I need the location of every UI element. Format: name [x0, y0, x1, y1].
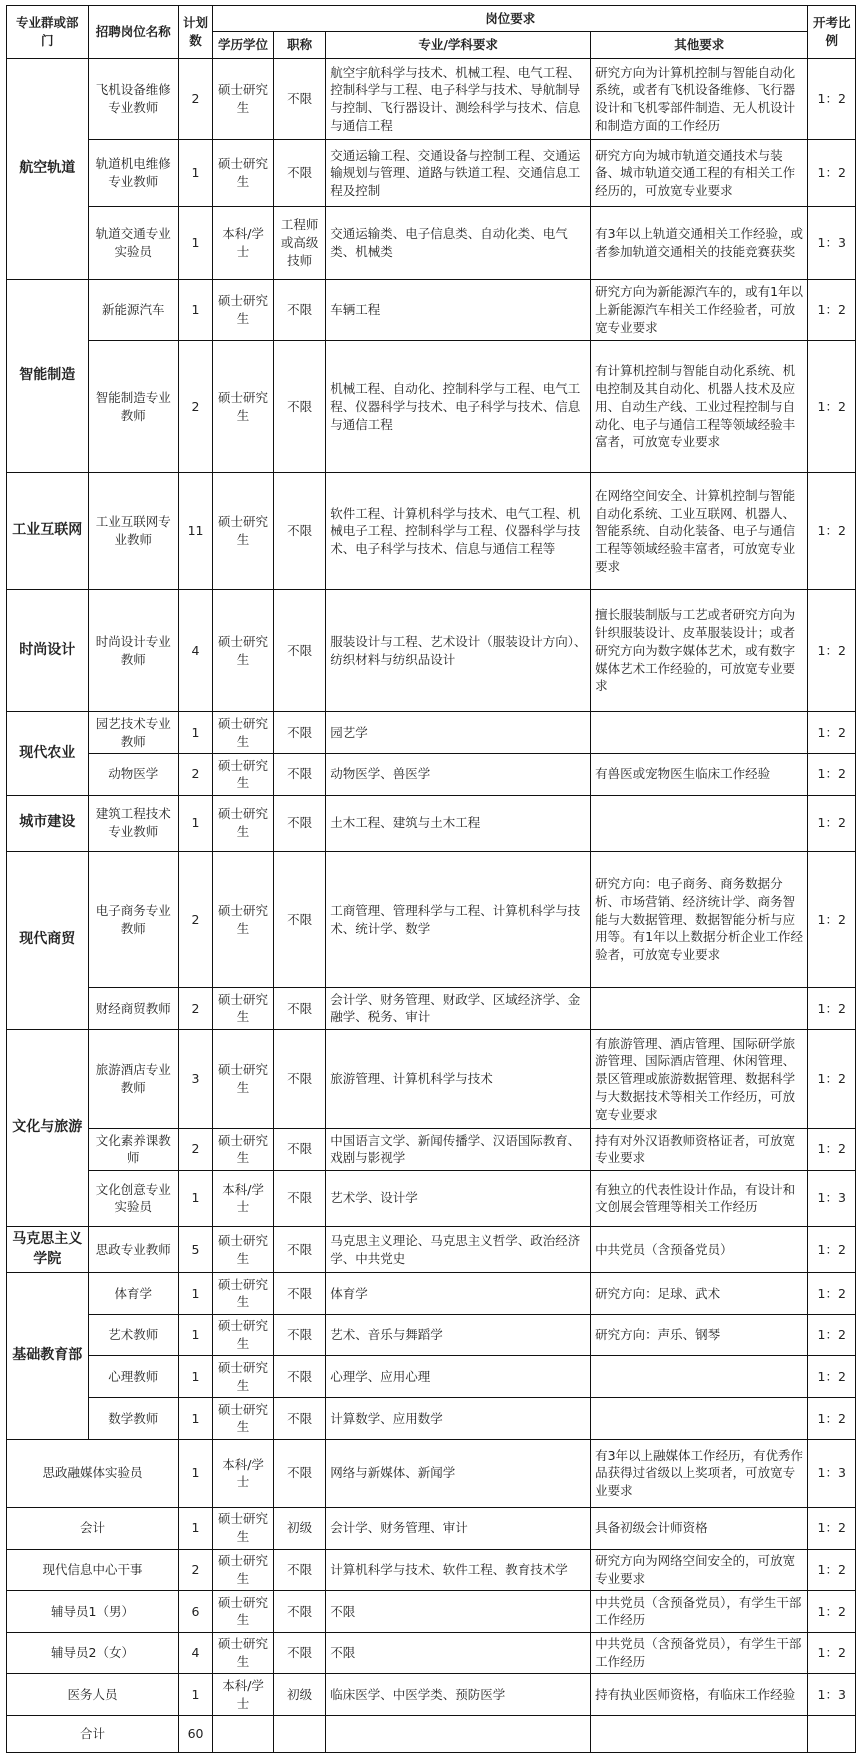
- row-ratio: 1：2: [808, 1398, 856, 1440]
- row-title: 不限: [274, 1632, 326, 1674]
- row-edu: 硕士研究生: [213, 1226, 274, 1272]
- row-ratio: 1：2: [808, 795, 856, 851]
- row-other: 中共党员（含预备党员），有学生干部工作经历: [591, 1632, 808, 1674]
- row-other: 研究方向：电子商务、商务数据分析、市场营销、经济统计学、商务智能与大数据管理、数据智能分析与应用等。有1年以上数据分析企业工作经验者，可放宽专业要求: [591, 851, 808, 987]
- row-other: [591, 988, 808, 1030]
- row-ratio: 1：2: [808, 1632, 856, 1674]
- row-major: 软件工程、计算机科学与技术、电气工程、机械电子工程、控制科学与工程、仪器科学与技术、电子科学与技术、信息与通信工程等: [326, 473, 591, 590]
- row-count: 1: [179, 712, 213, 754]
- row-major: 车辆工程: [326, 279, 591, 341]
- row-title: 不限: [274, 851, 326, 987]
- row-count: 1: [179, 1439, 213, 1507]
- row-ratio: 1：2: [808, 59, 856, 140]
- row-position: 数学教师: [88, 1398, 179, 1440]
- row-position: 艺术教师: [88, 1314, 179, 1356]
- table-row: [7, 1549, 856, 1591]
- table-row: [7, 1632, 856, 1674]
- row-edu: 硕士研究生: [213, 1356, 274, 1398]
- row-other: 研究方向：足球、武术: [591, 1273, 808, 1315]
- row-edu: 硕士研究生: [213, 279, 274, 341]
- row-title: 工程师或高级技师: [274, 207, 326, 279]
- table-row: [7, 1439, 856, 1507]
- row-position: 智能制造专业教师: [88, 341, 179, 473]
- row-other: [591, 1356, 808, 1398]
- row-position: 时尚设计专业教师: [88, 590, 179, 712]
- row-count: 2: [179, 988, 213, 1030]
- row-title: 不限: [274, 988, 326, 1030]
- row-count: 1: [179, 1356, 213, 1398]
- row-count: 4: [179, 590, 213, 712]
- row-ratio: 1：2: [808, 279, 856, 341]
- row-position: 心理教师: [88, 1356, 179, 1398]
- table-row: [7, 1591, 856, 1633]
- row-ratio: 1：2: [808, 1356, 856, 1398]
- table-row: [7, 1674, 856, 1716]
- total-empty-cell: [274, 1716, 326, 1753]
- dept-cell: 工业互联网: [7, 473, 89, 590]
- row-count: 1: [179, 207, 213, 279]
- row-position: 新能源汽车: [88, 279, 179, 341]
- row-edu: 硕士研究生: [213, 140, 274, 207]
- row-edu: 本科/学士: [213, 1439, 274, 1507]
- row-count: 5: [179, 1226, 213, 1272]
- header-count: 计划数: [179, 6, 213, 59]
- row-count: 4: [179, 1632, 213, 1674]
- row-edu: 本科/学士: [213, 1170, 274, 1226]
- row-ratio: 1：2: [808, 1273, 856, 1315]
- recruitment-table: [6, 5, 856, 1753]
- dept-cell: 城市建设: [7, 795, 89, 851]
- row-position: 医务人员: [7, 1674, 179, 1716]
- row-position: 园艺技术专业教师: [88, 712, 179, 754]
- row-ratio: 1：2: [808, 753, 856, 795]
- table-row: [7, 473, 856, 590]
- row-position: 轨道交通专业实验员: [88, 207, 179, 279]
- row-major: 航空宇航科学与技术、机械工程、电气工程、控制科学与工程、电子科学与技术、导航制导与控制、飞行器设计、测绘科学与技术、信息与通信工程: [326, 59, 591, 140]
- row-other: 持有对外汉语教师资格证者，可放宽专业要求: [591, 1129, 808, 1171]
- row-other: 有计算机控制与智能自动化系统、机电控制及其自动化、机器人技术及应用、自动生产线、工业过程控制与自动化、电子与通信工程等领域经验丰富者，可放宽专业要求: [591, 341, 808, 473]
- row-count: 1: [179, 1314, 213, 1356]
- row-edu: 硕士研究生: [213, 1314, 274, 1356]
- row-edu: 硕士研究生: [213, 1398, 274, 1440]
- row-position: 体育学: [88, 1273, 179, 1315]
- row-count: 3: [179, 1029, 213, 1128]
- row-major: 网络与新媒体、新闻学: [326, 1439, 591, 1507]
- row-ratio: 1：3: [808, 1170, 856, 1226]
- row-title: 不限: [274, 140, 326, 207]
- row-major: 交通运输工程、交通设备与控制工程、交通运输规划与管理、道路与铁道工程、交通信息工程及控制: [326, 140, 591, 207]
- row-count: 2: [179, 59, 213, 140]
- row-position: 建筑工程技术专业教师: [88, 795, 179, 851]
- row-major: 旅游管理、计算机科学与技术: [326, 1029, 591, 1128]
- row-title: 不限: [274, 1129, 326, 1171]
- total-empty-cell: [808, 1716, 856, 1753]
- row-edu: 本科/学士: [213, 207, 274, 279]
- row-major: 不限: [326, 1591, 591, 1633]
- row-edu: 硕士研究生: [213, 1273, 274, 1315]
- row-count: 1: [179, 1674, 213, 1716]
- row-title: 不限: [274, 712, 326, 754]
- header-title: 职称: [274, 32, 326, 59]
- row-title: 不限: [274, 1226, 326, 1272]
- table-header: [7, 6, 856, 59]
- row-major: 动物医学、兽医学: [326, 753, 591, 795]
- row-edu: 硕士研究生: [213, 341, 274, 473]
- dept-cell: 马克思主义学院: [7, 1226, 89, 1272]
- row-major: 服装设计与工程、艺术设计（服装设计方向）、纺织材料与纺织品设计: [326, 590, 591, 712]
- table-row: [7, 590, 856, 712]
- table-row: [7, 1314, 856, 1356]
- row-major: 不限: [326, 1632, 591, 1674]
- row-ratio: 1：2: [808, 473, 856, 590]
- row-ratio: 1：2: [808, 712, 856, 754]
- row-count: 1: [179, 140, 213, 207]
- table-row: [7, 140, 856, 207]
- table-row: [7, 1129, 856, 1171]
- row-ratio: 1：3: [808, 1674, 856, 1716]
- row-title: 不限: [274, 590, 326, 712]
- row-other: 擅长服装制版与工艺或者研究方向为针织服装设计、皮革服装设计；或者研究方向为数字媒体艺术，或有数字媒体艺术工作经验的，可放宽专业要求: [591, 590, 808, 712]
- row-count: 1: [179, 279, 213, 341]
- table-row: [7, 1356, 856, 1398]
- row-position: 辅导员2（女）: [7, 1632, 179, 1674]
- table-row: [7, 279, 856, 341]
- row-title: 不限: [274, 1549, 326, 1591]
- header-edu: 学历学位: [213, 32, 274, 59]
- row-edu: 硕士研究生: [213, 1632, 274, 1674]
- table-row: [7, 59, 856, 140]
- row-position: 辅导员1（男）: [7, 1591, 179, 1633]
- dept-cell: 航空轨道: [7, 59, 89, 280]
- row-title: 不限: [274, 1439, 326, 1507]
- table-row: [7, 1029, 856, 1128]
- table-row: [7, 1273, 856, 1315]
- table-row: [7, 207, 856, 279]
- row-title: 不限: [274, 753, 326, 795]
- dept-cell: 时尚设计: [7, 590, 89, 712]
- row-major: 临床医学、中医学类、预防医学: [326, 1674, 591, 1716]
- row-position: 会计: [7, 1507, 179, 1549]
- row-edu: 硕士研究生: [213, 473, 274, 590]
- row-title: 不限: [274, 1314, 326, 1356]
- row-edu: 硕士研究生: [213, 795, 274, 851]
- total-label: 合计: [7, 1716, 179, 1753]
- row-ratio: 1：2: [808, 1591, 856, 1633]
- total-empty-cell: [326, 1716, 591, 1753]
- row-edu: 硕士研究生: [213, 851, 274, 987]
- row-count: 11: [179, 473, 213, 590]
- row-ratio: 1：3: [808, 207, 856, 279]
- row-title: 不限: [274, 795, 326, 851]
- row-other: [591, 712, 808, 754]
- row-major: 计算数学、应用数学: [326, 1398, 591, 1440]
- row-other: 具备初级会计师资格: [591, 1507, 808, 1549]
- header-other: 其他要求: [591, 32, 808, 59]
- row-major: 艺术、音乐与舞蹈学: [326, 1314, 591, 1356]
- table-row: [7, 1226, 856, 1272]
- row-edu: 硕士研究生: [213, 1029, 274, 1128]
- table-row: [7, 712, 856, 754]
- row-edu: 硕士研究生: [213, 712, 274, 754]
- row-title: 不限: [274, 1398, 326, 1440]
- row-count: 1: [179, 1507, 213, 1549]
- table-body: [7, 59, 856, 1753]
- row-position: 思政融媒体实验员: [7, 1439, 179, 1507]
- dept-cell: 现代商贸: [7, 851, 89, 1029]
- row-count: 1: [179, 1170, 213, 1226]
- row-other: 研究方向：声乐、钢琴: [591, 1314, 808, 1356]
- header-requirements: 岗位要求: [213, 6, 808, 32]
- row-title: 不限: [274, 1029, 326, 1128]
- row-edu: 硕士研究生: [213, 988, 274, 1030]
- dept-cell: 文化与旅游: [7, 1029, 89, 1226]
- row-title: 不限: [274, 59, 326, 140]
- table-row: [7, 1170, 856, 1226]
- table-row: [7, 851, 856, 987]
- row-edu: 硕士研究生: [213, 1507, 274, 1549]
- row-position: 文化创意专业实验员: [88, 1170, 179, 1226]
- row-count: 2: [179, 851, 213, 987]
- row-other: 有3年以上轨道交通相关工作经验，或者参加轨道交通相关的技能竞赛获奖: [591, 207, 808, 279]
- row-ratio: 1：2: [808, 1507, 856, 1549]
- row-count: 2: [179, 1549, 213, 1591]
- table-row: [7, 988, 856, 1030]
- header-position: 招聘岗位名称: [88, 6, 179, 59]
- total-empty-cell: [213, 1716, 274, 1753]
- table-row: [7, 341, 856, 473]
- row-count: 6: [179, 1591, 213, 1633]
- row-other: 研究方向为城市轨道交通技术与装备、城市轨道交通工程的有相关工作经历的，可放宽专业要求: [591, 140, 808, 207]
- row-ratio: 1：3: [808, 1439, 856, 1507]
- row-edu: 本科/学士: [213, 1674, 274, 1716]
- row-title: 不限: [274, 473, 326, 590]
- table-row: [7, 1398, 856, 1440]
- row-major: 心理学、应用心理: [326, 1356, 591, 1398]
- row-ratio: 1：2: [808, 1029, 856, 1128]
- row-major: 土木工程、建筑与土木工程: [326, 795, 591, 851]
- row-major: 马克思主义理论、马克思主义哲学、政治经济学、中共党史: [326, 1226, 591, 1272]
- dept-cell: 现代农业: [7, 712, 89, 795]
- row-position: 现代信息中心干事: [7, 1549, 179, 1591]
- row-other: 在网络空间安全、计算机控制与智能自动化系统、工业互联网、机器人、智能系统、自动化装备、电子与通信工程等领域经验丰富者，可放宽专业要求: [591, 473, 808, 590]
- row-edu: 硕士研究生: [213, 590, 274, 712]
- row-other: 持有执业医师资格，有临床工作经验: [591, 1674, 808, 1716]
- row-title: 不限: [274, 1356, 326, 1398]
- row-position: 财经商贸教师: [88, 988, 179, 1030]
- row-other: 有兽医或宠物医生临床工作经验: [591, 753, 808, 795]
- dept-cell: 基础教育部: [7, 1273, 89, 1440]
- row-position: 思政专业教师: [88, 1226, 179, 1272]
- row-major: 中国语言文学、新闻传播学、汉语国际教育、戏剧与影视学: [326, 1129, 591, 1171]
- row-position: 文化素养课教师: [88, 1129, 179, 1171]
- row-title: 不限: [274, 1591, 326, 1633]
- row-major: 会计学、财务管理、审计: [326, 1507, 591, 1549]
- row-major: 机械工程、自动化、控制科学与工程、电气工程、仪器科学与技术、电子科学与技术、信息与通信工程: [326, 341, 591, 473]
- row-position: 动物医学: [88, 753, 179, 795]
- row-title: 不限: [274, 1170, 326, 1226]
- row-major: 会计学、财务管理、财政学、区域经济学、金融学、税务、审计: [326, 988, 591, 1030]
- row-major: 艺术学、设计学: [326, 1170, 591, 1226]
- row-other: 有旅游管理、酒店管理、国际研学旅游管理、国际酒店管理、休闲管理、景区管理或旅游数据管理、数据科学与大数据技术等相关工作经历，可放宽专业要求: [591, 1029, 808, 1128]
- table-row: [7, 1507, 856, 1549]
- row-major: 交通运输类、电子信息类、自动化类、电气类、机械类: [326, 207, 591, 279]
- dept-cell: 智能制造: [7, 279, 89, 473]
- row-major: 体育学: [326, 1273, 591, 1315]
- row-title: 不限: [274, 1273, 326, 1315]
- row-edu: 硕士研究生: [213, 1549, 274, 1591]
- row-other: [591, 1398, 808, 1440]
- row-edu: 硕士研究生: [213, 59, 274, 140]
- row-position: 旅游酒店专业教师: [88, 1029, 179, 1128]
- table-row: [7, 753, 856, 795]
- row-ratio: 1：2: [808, 341, 856, 473]
- header-major: 专业/学科要求: [326, 32, 591, 59]
- total-row: [7, 1716, 856, 1753]
- table-row: [7, 795, 856, 851]
- row-title: 不限: [274, 279, 326, 341]
- row-count: 1: [179, 795, 213, 851]
- row-title: 初级: [274, 1674, 326, 1716]
- row-position: 轨道机电维修专业教师: [88, 140, 179, 207]
- row-major: 园艺学: [326, 712, 591, 754]
- row-position: 电子商务专业教师: [88, 851, 179, 987]
- row-title: 不限: [274, 341, 326, 473]
- row-other: [591, 795, 808, 851]
- row-position: 工业互联网专业教师: [88, 473, 179, 590]
- row-position: 飞机设备维修专业教师: [88, 59, 179, 140]
- row-ratio: 1：2: [808, 590, 856, 712]
- row-ratio: 1：2: [808, 851, 856, 987]
- row-ratio: 1：2: [808, 988, 856, 1030]
- row-edu: 硕士研究生: [213, 753, 274, 795]
- row-major: 计算机科学与技术、软件工程、教育技术学: [326, 1549, 591, 1591]
- row-other: 有独立的代表性设计作品，有设计和文创展会管理等相关工作经历: [591, 1170, 808, 1226]
- row-count: 2: [179, 341, 213, 473]
- header-dept: 专业群或部门: [7, 6, 89, 59]
- row-ratio: 1：2: [808, 140, 856, 207]
- row-ratio: 1：2: [808, 1226, 856, 1272]
- row-other: 研究方向为网络空间安全的，可放宽专业要求: [591, 1549, 808, 1591]
- row-edu: 硕士研究生: [213, 1591, 274, 1633]
- total-empty-cell: [591, 1716, 808, 1753]
- row-ratio: 1：2: [808, 1129, 856, 1171]
- row-other: 研究方向为新能源汽车的，或有1年以上新能源汽车相关工作经验者，可放宽专业要求: [591, 279, 808, 341]
- row-major: 工商管理、管理科学与工程、计算机科学与技术、统计学、数学: [326, 851, 591, 987]
- row-count: 2: [179, 753, 213, 795]
- row-other: 中共党员（含预备党员）: [591, 1226, 808, 1272]
- row-count: 2: [179, 1129, 213, 1171]
- total-count: 60: [179, 1716, 213, 1753]
- header-ratio: 开考比例: [808, 6, 856, 59]
- row-other: 中共党员（含预备党员），有学生干部工作经历: [591, 1591, 808, 1633]
- row-edu: 硕士研究生: [213, 1129, 274, 1171]
- row-ratio: 1：2: [808, 1314, 856, 1356]
- row-ratio: 1：2: [808, 1549, 856, 1591]
- row-count: 1: [179, 1273, 213, 1315]
- row-title: 初级: [274, 1507, 326, 1549]
- row-other: 有3年以上融媒体工作经历，有优秀作品获得过省级以上奖项者，可放宽专业要求: [591, 1439, 808, 1507]
- row-count: 1: [179, 1398, 213, 1440]
- row-other: 研究方向为计算机控制与智能自动化系统，或者有飞机设备维修、飞行器设计和飞机零部件制造、无人机设计和制造方面的工作经历: [591, 59, 808, 140]
